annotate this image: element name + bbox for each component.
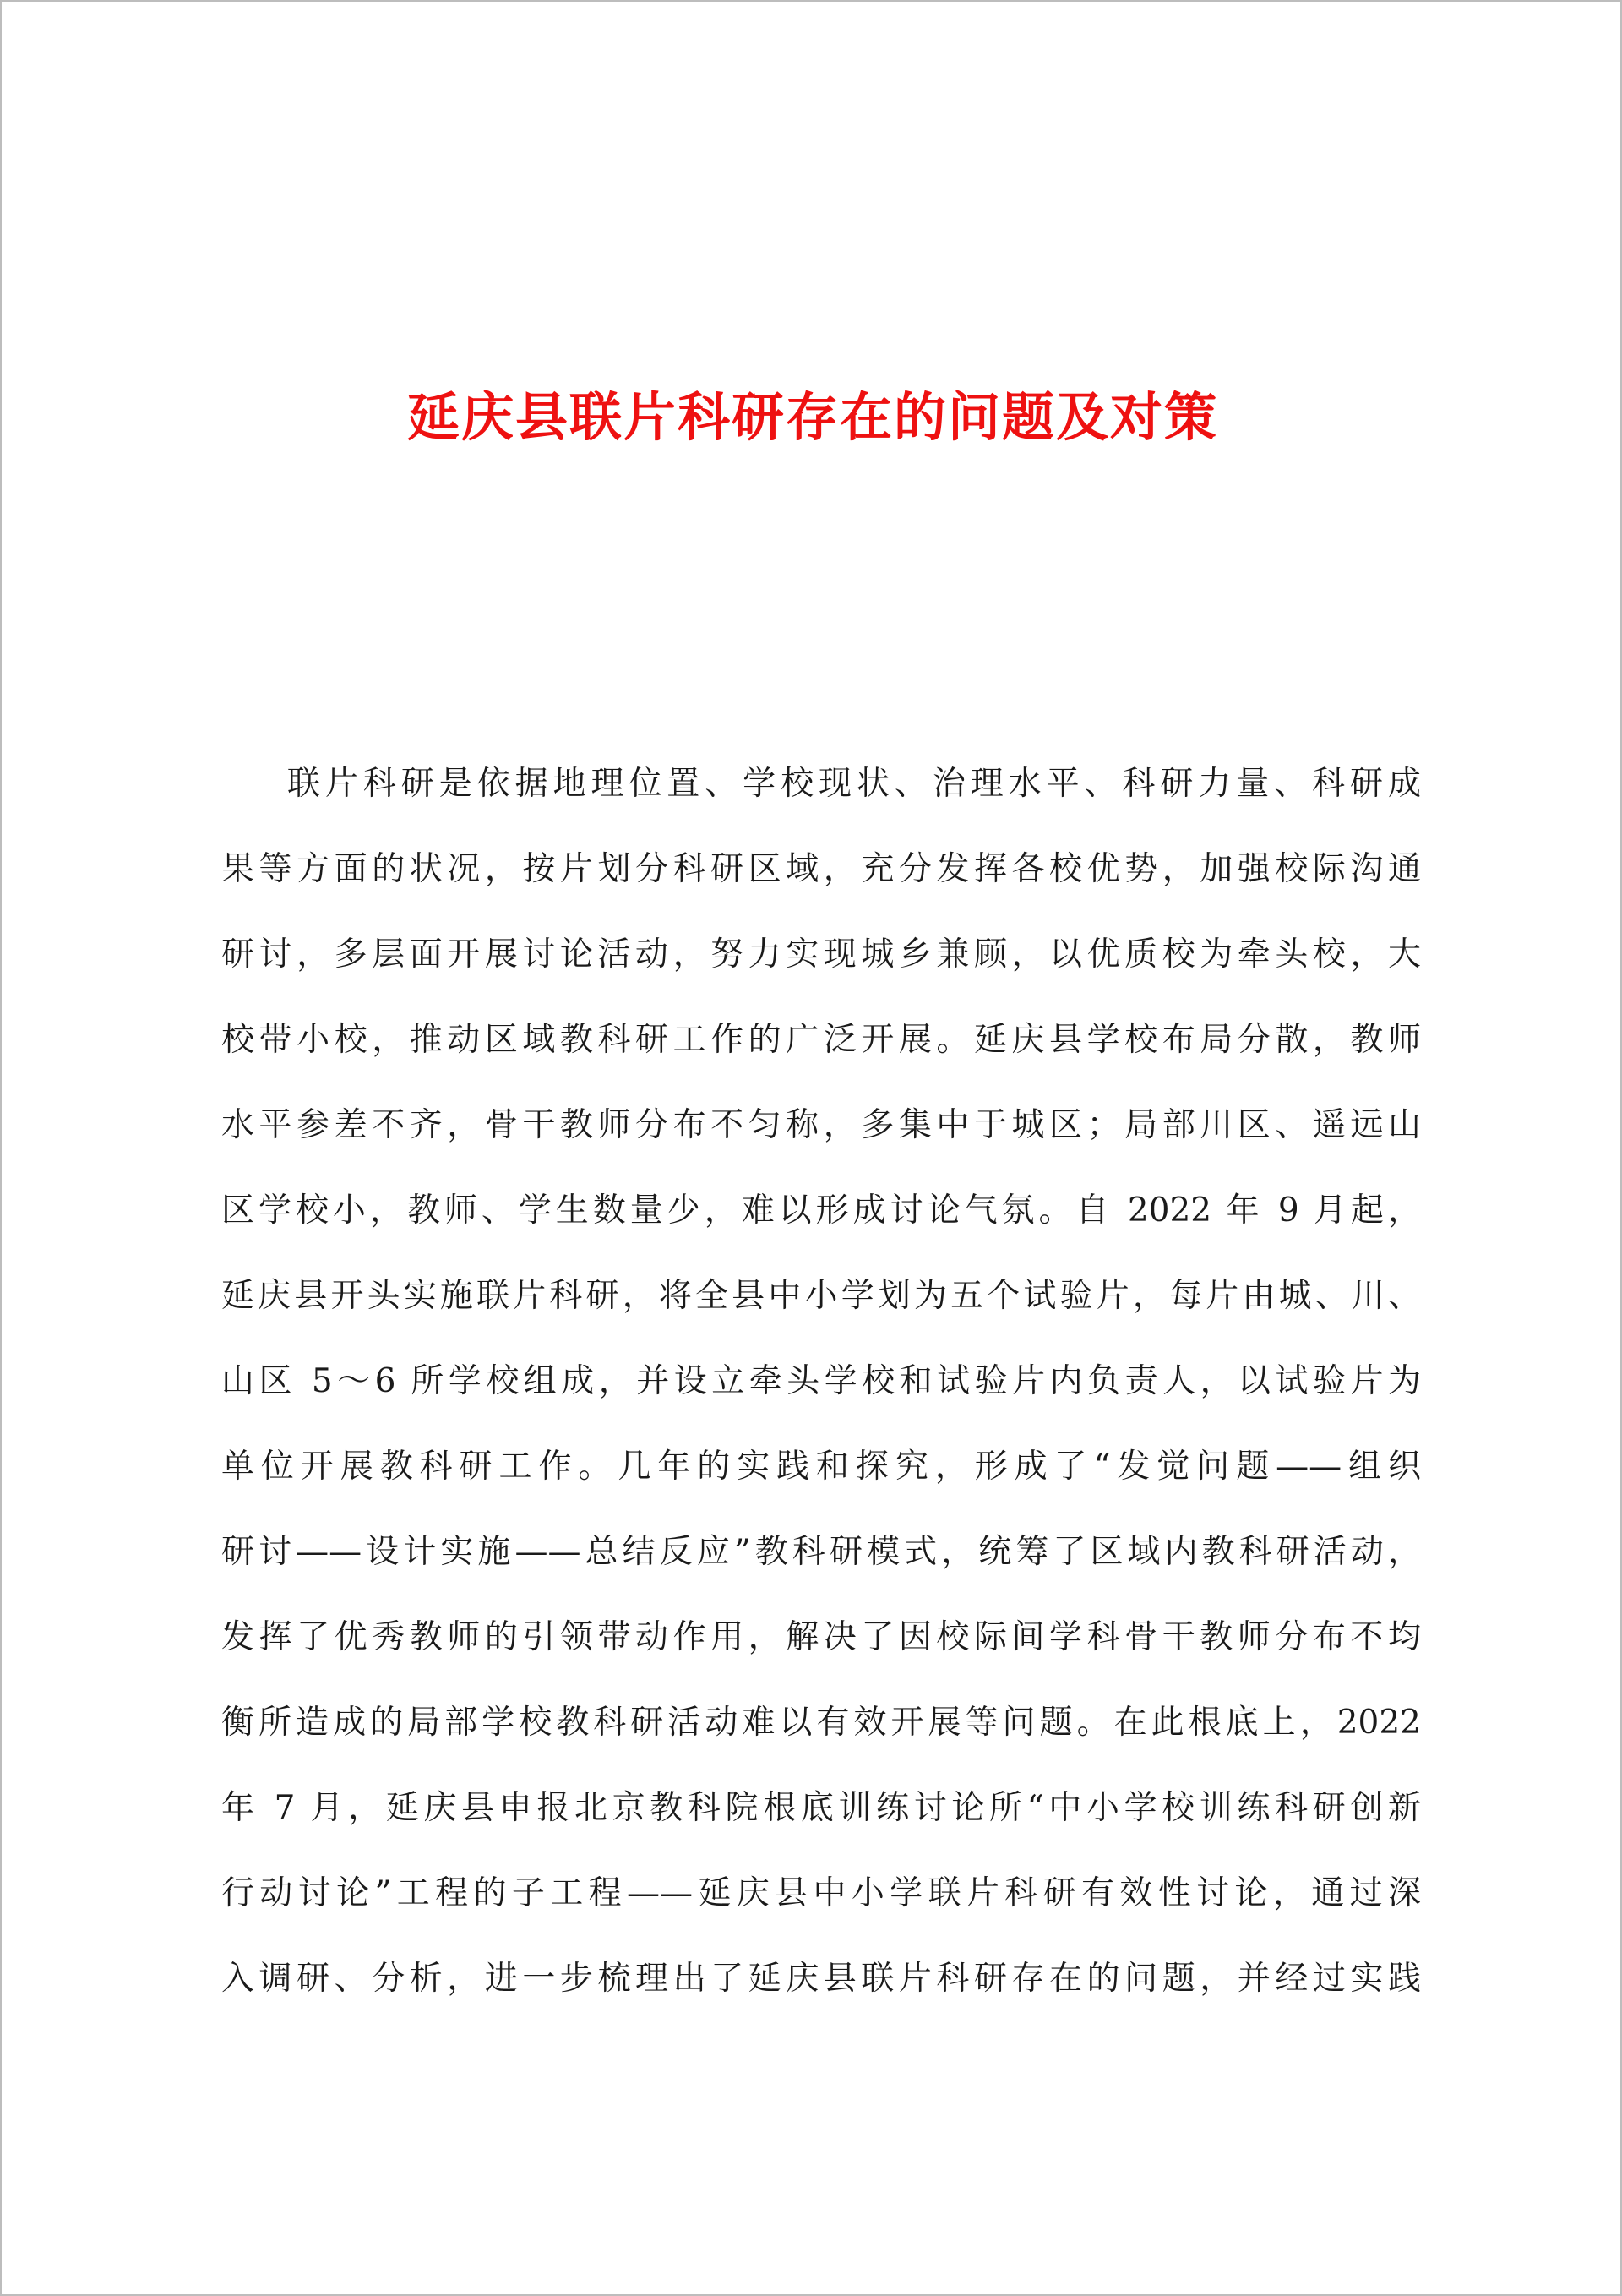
body-paragraph <box>221 741 1421 2021</box>
paragraph-line: 研讨，多层面开展讨论活动，努力实现城乡兼顾，以优质校为牵头校，大 <box>221 935 1421 973</box>
paragraph-line: 研讨——设计实施——总结反应”教科研模式，统筹了区域内教科研活动， <box>221 1533 1421 1571</box>
paragraph-line: 果等方面的状况，按片划分科研区域，充分发挥各校优势，加强校际沟通 <box>221 850 1421 888</box>
paragraph-line: 单位开展教科研工作。几年的实践和探究，形成了“发觉问题——组织 <box>221 1448 1421 1486</box>
paragraph-line: 联片科研是依据地理位置、学校现状、治理水平、科研力量、科研成 <box>287 765 1421 803</box>
paragraph-line: 衡所造成的局部学校教科研活动难以有效开展等问题。在此根底上，2022 <box>221 1704 1421 1742</box>
paragraph-line: 延庆县开头实施联片科研，将全县中小学划为五个试验片，每片由城、川、 <box>221 1277 1421 1315</box>
paragraph-line: 入调研、分析，进一步梳理出了延庆县联片科研存在的问题，并经过实践 <box>221 1960 1421 1998</box>
paragraph-line: 校带小校，推动区域教科研工作的广泛开展。延庆县学校布局分散，教师 <box>221 1021 1421 1059</box>
paragraph-line: 区学校小，教师、学生数量少，难以形成讨论气氛。自 2022 年 9 月起， <box>221 1192 1421 1230</box>
paragraph-line: 水平参差不齐，骨干教师分布不匀称，多集中于城区；局部川区、遥远山 <box>221 1106 1421 1144</box>
document-title: 延庆县联片科研存在的问题及对策 <box>406 385 1218 448</box>
paragraph-line: 年 7 月，延庆县申报北京教科院根底训练讨论所“中小学校训练科研创新 <box>221 1789 1421 1827</box>
paragraph-line: 发挥了优秀教师的引领带动作用，解决了因校际间学科骨干教师分布不均 <box>221 1618 1421 1656</box>
paragraph-line: 山区 5～6 所学校组成，并设立牵头学校和试验片内负责人，以试验片为 <box>221 1362 1421 1400</box>
paragraph-line: 行动讨论”工程的子工程——延庆县中小学联片科研有效性讨论，通过深 <box>221 1874 1421 1912</box>
